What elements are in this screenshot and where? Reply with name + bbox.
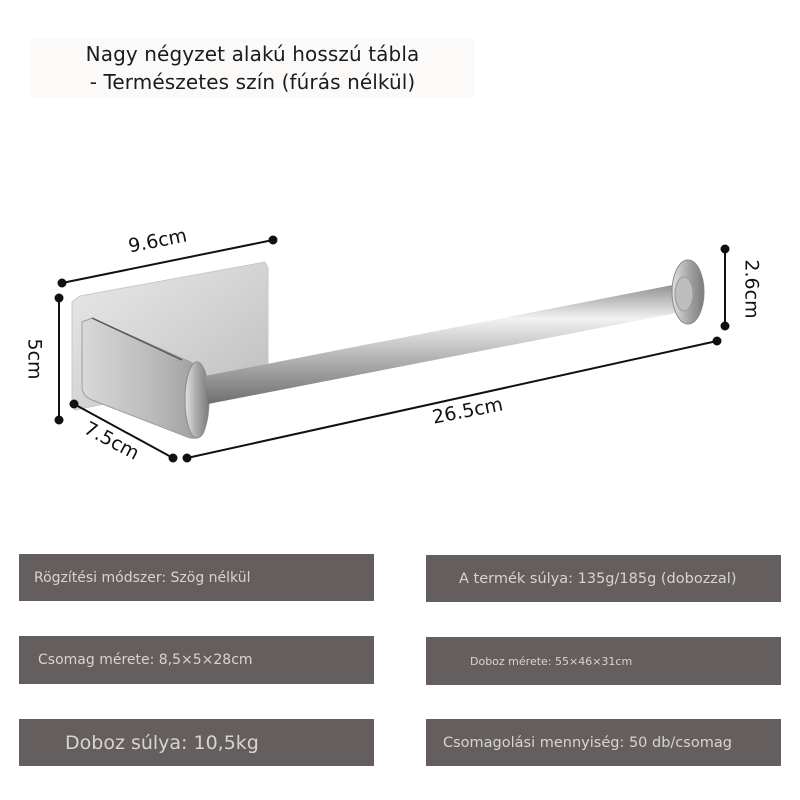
- spec-mounting-method: [19, 554, 374, 601]
- spec-label: Rögzítési módszer: Szög nélkül: [34, 569, 251, 586]
- dimension-base-depth: 7.5cm: [80, 417, 143, 465]
- dimension-plate-width: 9.6cm: [126, 224, 189, 258]
- spec-label: Doboz súlya: 10,5kg: [65, 731, 259, 754]
- spec-label: Doboz mérete: 55×46×31cm: [470, 654, 633, 668]
- spec-box-size: [426, 637, 781, 685]
- dimension-end-cap-diameter: 2.6cm: [740, 259, 763, 319]
- dimension-bar-length: 26.5cm: [430, 393, 505, 429]
- end-cap: [672, 260, 704, 324]
- product-title: [30, 38, 475, 98]
- holder-bar: [205, 282, 692, 404]
- spec-package-quantity: [426, 719, 781, 766]
- spec-label: A termék súlya: 135g/185g (dobozzal): [459, 570, 737, 587]
- spec-label: Csomag mérete: 8,5×5×28cm: [38, 652, 253, 668]
- spec-box-weight: [19, 719, 374, 766]
- spec-package-size: [19, 636, 374, 684]
- dimension-plate-height: 5cm: [23, 338, 46, 380]
- spec-label: Csomagolási mennyiség: 50 db/csomag: [443, 734, 732, 751]
- spec-product-weight: [426, 555, 781, 602]
- product-title-line1: Nagy négyzet alakú hosszú tábla: [85, 42, 420, 66]
- product-title-line2: - Természetes szín (fúrás nélkül): [89, 70, 416, 94]
